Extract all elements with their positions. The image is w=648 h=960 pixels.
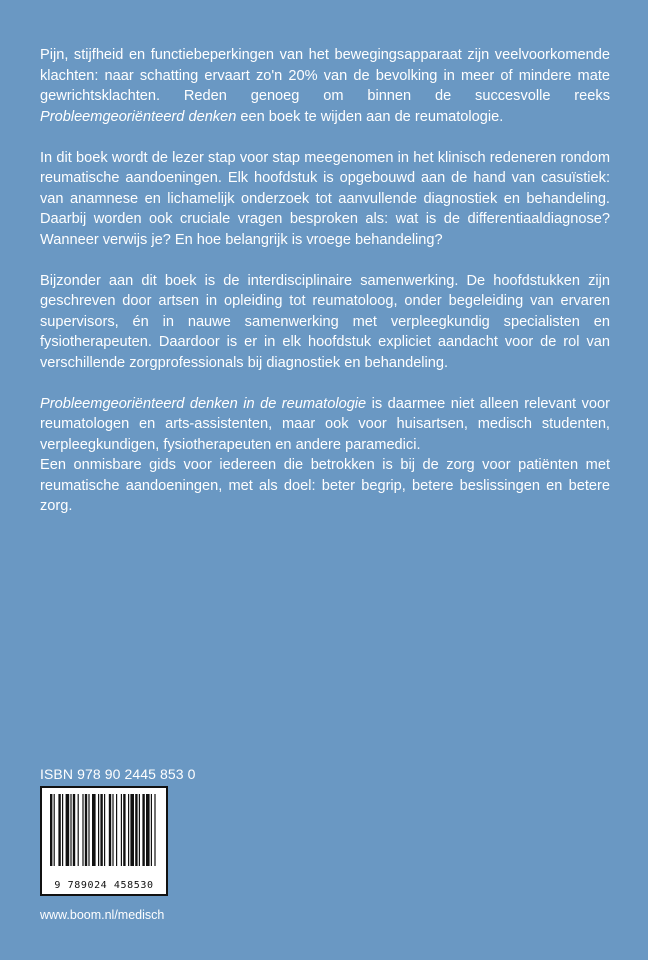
barcode-bar [58,794,60,866]
barcode-bar [121,794,122,866]
barcode-bar [128,794,129,866]
barcode-bar [135,794,137,866]
barcode-bar [92,794,96,866]
book-title: Probleemgeoriënteerd denken in de reumatologie [40,395,367,412]
barcode-bar [116,794,117,866]
barcode [40,786,168,896]
barcode-bars [42,788,166,880]
barcode-bar [151,794,152,866]
blurb-text: is daarmee niet alleen relevant voor reumatologen en arts-assistenten, maar ook voor huisartsen, medisch studenten, verpleegkundigen, fysiotherapeuten en andere paramedici. [40,395,610,453]
barcode-bar [104,794,105,866]
barcode-bar [66,794,70,866]
barcode-bar [78,794,79,866]
barcode-bar [50,794,52,866]
barcode-bar [139,794,140,866]
barcode-bar [130,794,134,866]
blurb-paragraph-3: Bijzonder aan dit boek is de interdisciplinaire samenwerking. De hoofdstukken zijn geschreven door artsen in opleiding tot reumatoloog, onder begeleiding van ervaren supervisors, én in nauwe samenwerking met verpleegkundig specialisten en fysiotherapeuten. Daardoor is er in elk hoofdstuk expliciet aandacht voor de rol van verschillende zorgprofessionals bij diagnostiek en behandeling. [40,272,610,371]
barcode-bar [146,794,150,866]
blurb-text: een boek te wijden aan de reumatologie. [240,108,504,125]
barcode-bar [73,794,75,866]
barcode-bar [142,794,144,866]
blurb-paragraph-1 [40,45,610,127]
barcode-bar [100,794,102,866]
barcode-bar [98,794,99,866]
barcode-bar [82,794,83,866]
blurb-paragraph-2: In dit boek wordt de lezer stap voor stap meegenomen in het klinisch redeneren rondom reumatische aandoeningen. Elk hoofdstuk is opgebouwd aan de hand van casuïstiek: van anamnese en lichamelijk onderzoek tot aanvullende diagnostiek en behandeling. Daarbij worden ook cruciale vragen besproken als: wat is de differentiaaldiagnose? Wanneer verwijs je? En hoe belangrijk is vroege behandeling? [40,149,610,248]
barcode-bar [88,794,89,866]
barcode-bar [70,794,71,866]
publisher-website: www.boom.nl/medisch [40,908,165,922]
barcode-bar [154,794,155,866]
back-cover-blurb [40,45,610,537]
barcode-bar [123,794,125,866]
barcode-bar [85,794,87,866]
barcode-bar [62,794,63,866]
blurb-paragraph-4 [40,394,610,456]
blurb-text: Pijn, stijfheid en functiebeperkingen van het bewegingsapparaat zijn veelvoorkomende klachten: naar schatting ervaart zo'n 20% van de bevolking in meer of mindere mate gewrichtsklachten. Reden genoeg om binnen de succesvolle reeks [40,47,610,104]
barcode-bar [54,794,55,866]
barcode-digits: 9 789024 458530 [54,880,154,891]
barcode-bar [112,794,113,866]
barcode-bar [109,794,111,866]
isbn-label: ISBN 978 90 2445 853 0 [40,766,196,782]
series-title: Probleemgeoriënteerd denken [40,108,237,125]
blurb-paragraph-5: Een onmisbare gids voor iedereen die betrokken is bij de zorg voor patiënten met reumatische aandoeningen, met als doel: beter begrip, betere beslissingen en betere zorg. [40,457,610,514]
